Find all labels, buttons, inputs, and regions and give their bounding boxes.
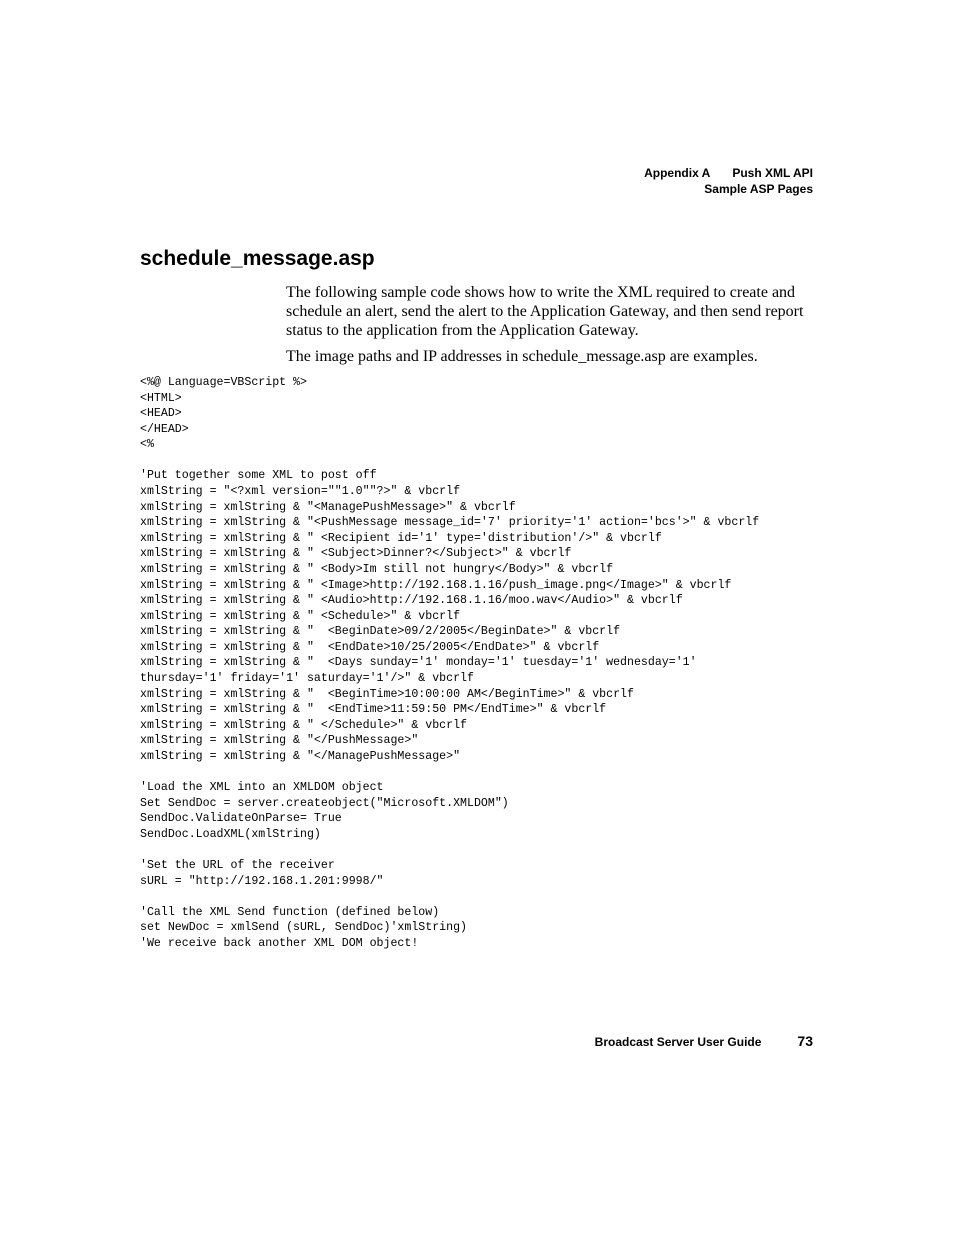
code-line: SendDoc.LoadXML(xmlString) — [140, 827, 321, 841]
code-line: xmlString = xmlString & " </Schedule>" & vbcrlf — [140, 718, 467, 732]
code-line: xmlString = xmlString & "</PushMessage>" — [140, 734, 419, 748]
page-number: 73 — [797, 1033, 813, 1049]
code-line: 'Load the XML into an XMLDOM object — [140, 781, 384, 795]
code-line: 'We receive back another XML DOM object! — [140, 936, 419, 950]
code-line: xmlString = xmlString & " <EndDate>10/25/2005</EndDate>" & vbcrlf — [140, 640, 600, 654]
intro-paragraph-1: The following sample code shows how to write the XML required to create and schedule an alert, send the alert to the Application Gateway, and then send report status to the application from the Application Gateway. — [286, 284, 804, 339]
code-line: <HTML> — [140, 391, 182, 405]
code-line: xmlString = xmlString & " <EndTime>11:59:50 PM</EndTime>" & vbcrlf — [140, 703, 607, 717]
code-line: xmlString = xmlString & " <Subject>Dinner?</Subject>" & vbcrlf — [140, 547, 572, 561]
code-line: </HEAD> — [140, 422, 189, 436]
code-line: xmlString = xmlString & "</ManagePushMessage>" — [140, 749, 461, 763]
code-line: thursday='1' friday='1' saturday='1'/>" & vbcrlf — [140, 671, 474, 685]
code-line: xmlString = xmlString & " <Recipient id='1' type='distribution'/>" & vbcrlf — [140, 531, 662, 545]
code-line: xmlString = xmlString & " <Days sunday='1' monday='1' tuesday='1' wednesday='1' — [140, 656, 697, 670]
code-line: xmlString = xmlString & " <Image>http://192.168.1.16/push_image.png</Image>" & vbcrlf — [140, 578, 732, 592]
code-line: 'Put together some XML to post off — [140, 469, 377, 483]
header-appendix: Appendix A — [644, 166, 711, 180]
code-line: sURL = "http://192.168.1.201:9998/" — [140, 874, 384, 888]
section-title: schedule_message.asp — [140, 247, 375, 270]
code-line: xmlString = "<?xml version=""1.0""?>" & vbcrlf — [140, 485, 461, 499]
code-line: SendDoc.ValidateOnParse= True — [140, 812, 342, 826]
code-listing — [140, 375, 759, 951]
header-chapter: Push XML API — [732, 166, 813, 180]
code-line: xmlString = xmlString & " <BeginDate>09/2/2005</BeginDate>" & vbcrlf — [140, 625, 621, 639]
code-line: xmlString = xmlString & " <Body>Im still not hungry</Body>" & vbcrlf — [140, 562, 614, 576]
code-line: <% — [140, 438, 154, 452]
code-line: 'Call the XML Send function (defined below) — [140, 905, 440, 919]
page-footer — [595, 1033, 813, 1051]
code-line: xmlString = xmlString & "<PushMessage message_id='7' priority='1' action='bcs'>" & vbcrlf — [140, 516, 760, 530]
header-chapter-line — [644, 165, 813, 181]
code-line: Set SendDoc = server.createobject("Microsoft.XMLDOM") — [140, 796, 509, 810]
code-line: xmlString = xmlString & " <Audio>http://192.168.1.16/moo.wav</Audio>" & vbcrlf — [140, 594, 683, 608]
code-line: set NewDoc = xmlSend (sURL, SendDoc)'xmlString) — [140, 921, 467, 935]
code-line: xmlString = xmlString & " <Schedule>" & vbcrlf — [140, 609, 461, 623]
code-line: <%@ Language=VBScript %> — [140, 376, 307, 389]
intro-text — [286, 283, 816, 373]
running-header — [644, 165, 813, 197]
code-line: 'Set the URL of the receiver — [140, 858, 335, 872]
code-line: xmlString = xmlString & "<ManagePushMessage>" & vbcrlf — [140, 500, 516, 514]
footer-guide-title: Broadcast Server User Guide — [594, 1035, 762, 1049]
code-line: xmlString = xmlString & " <BeginTime>10:00:00 AM</BeginTime>" & vbcrlf — [140, 687, 634, 701]
intro-paragraph-2: The image paths and IP addresses in schedule_message.asp are examples. — [286, 348, 758, 365]
code-line: <HEAD> — [140, 407, 182, 421]
header-section: Sample ASP Pages — [704, 182, 813, 196]
